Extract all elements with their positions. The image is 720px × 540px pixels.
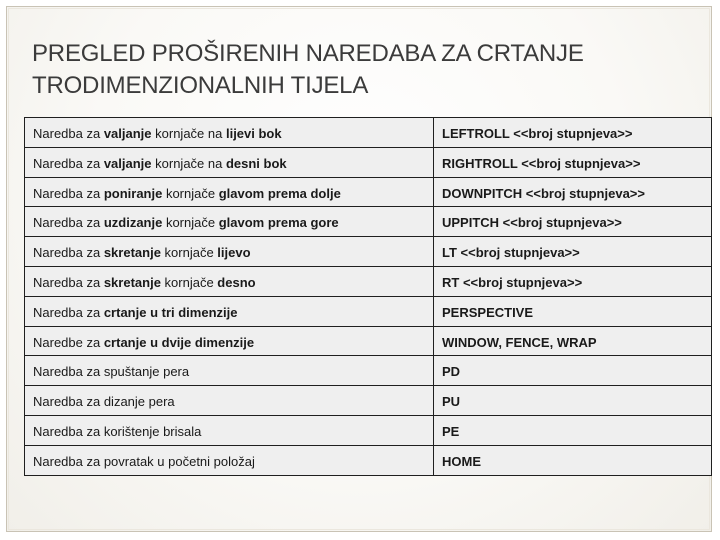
description-keyword: poniranje (103, 185, 163, 201)
table-row (25, 326, 712, 356)
command-cell: LEFTROLL <<broj stupnjeva>> (434, 118, 712, 148)
command-cell: LT <<broj stupnjeva>> (434, 237, 712, 267)
description-keyword: valjanje (103, 126, 152, 141)
description-text: Naredba za dizanje pera (33, 394, 175, 410)
description-text: Naredba za (33, 155, 104, 171)
table-row (25, 386, 712, 416)
table-row (25, 147, 712, 177)
command-cell: UPPITCH <<broj stupnjeva>> (434, 207, 712, 237)
description-cell (25, 118, 434, 148)
description-text: Naredba za (33, 215, 104, 231)
description-keyword: skretanje (103, 274, 161, 290)
description-keyword: lijevi bok (225, 126, 282, 141)
description-cell (25, 296, 434, 326)
description-cell (25, 386, 434, 416)
description-text: kornjače (162, 215, 219, 231)
slide-title (32, 38, 692, 102)
description-text: Naredba za (33, 185, 104, 201)
table-row (25, 177, 712, 207)
description-keyword: crtanje u tri dimenzije (103, 304, 238, 320)
description-cell (25, 445, 434, 475)
commands-table (24, 117, 712, 476)
command-cell: RT <<broj stupnjeva>> (434, 266, 712, 296)
table-row (25, 356, 712, 386)
description-keyword: skretanje (103, 245, 161, 261)
description-text: Naredbe za (33, 334, 104, 350)
description-text: Naredba za (33, 304, 104, 320)
description-text: kornjače na (151, 155, 226, 171)
description-keyword: uzdizanje (103, 215, 163, 231)
command-cell: HOME (434, 445, 712, 475)
command-cell: PERSPECTIVE (434, 296, 712, 326)
description-text: Naredba za (33, 245, 104, 261)
description-keyword: lijevo (217, 245, 251, 261)
description-text: Naredba za korištenje brisala (33, 423, 202, 439)
description-cell (25, 415, 434, 445)
description-text: Naredba za (33, 126, 104, 141)
description-keyword: glavom prema gore (218, 215, 339, 231)
table-row (25, 118, 712, 148)
description-text: Naredba za povratak u početni položaj (33, 453, 255, 469)
description-cell (25, 266, 434, 296)
command-cell: DOWNPITCH <<broj stupnjeva>> (434, 177, 712, 207)
slide-title-line-2: TRODIMENZIONALNIH TIJELA (32, 72, 369, 99)
description-text: kornjače (160, 245, 218, 261)
description-text: Naredba za (33, 274, 104, 290)
table-row (25, 296, 712, 326)
command-cell: PU (434, 386, 712, 416)
description-keyword: desni bok (225, 155, 287, 171)
description-keyword: glavom prema dolje (218, 185, 341, 201)
command-cell: PE (434, 415, 712, 445)
slide-title-line-1: PREGLED PROŠIRENIH NAREDABA ZA CRTANJE (32, 40, 584, 67)
table-row (25, 415, 712, 445)
description-text: kornjače (162, 185, 219, 201)
description-keyword: crtanje u dvije dimenzije (103, 334, 255, 350)
table-row (25, 207, 712, 237)
description-text: kornjače na (151, 126, 226, 141)
description-cell (25, 356, 434, 386)
command-cell: PD (434, 356, 712, 386)
description-text: kornjače (160, 274, 218, 290)
description-keyword: desno (217, 274, 256, 290)
description-cell (25, 237, 434, 267)
command-cell: RIGHTROLL <<broj stupnjeva>> (434, 147, 712, 177)
description-cell (25, 177, 434, 207)
description-text: Naredba za spuštanje pera (33, 364, 190, 380)
description-cell (25, 207, 434, 237)
table-row (25, 237, 712, 267)
table-row (25, 266, 712, 296)
table-row (25, 445, 712, 475)
command-cell: WINDOW, FENCE, WRAP (434, 326, 712, 356)
description-cell (25, 147, 434, 177)
description-cell (25, 326, 434, 356)
description-keyword: valjanje (103, 155, 152, 171)
